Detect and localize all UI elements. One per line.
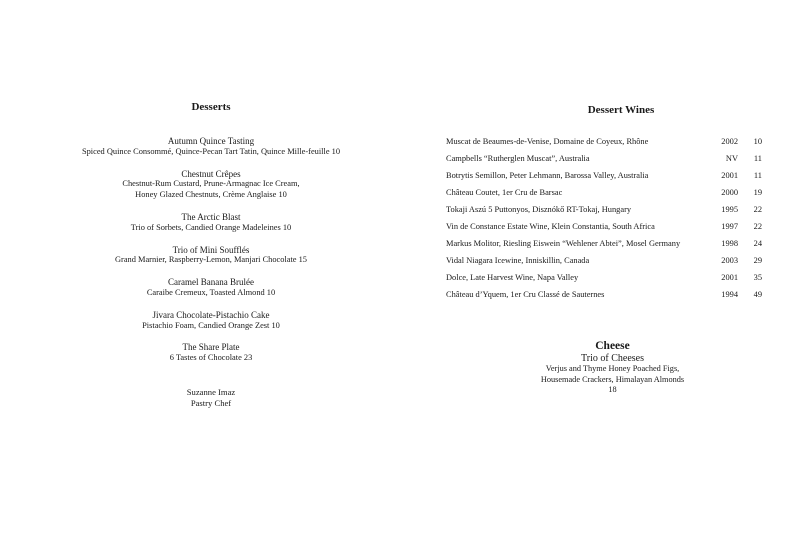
wine-row (446, 188, 776, 205)
wine-row (446, 290, 776, 307)
wine-price: 11 (753, 154, 762, 163)
wine-year: 2001 (721, 171, 738, 180)
cheese-subtitle: Trio of Cheeses (581, 353, 644, 364)
wine-name: Botrytis Semillon, Peter Lehmann, Barossa Valley, Australia (446, 171, 649, 180)
dessert-wines-heading: Dessert Wines (587, 104, 655, 116)
wine-price: 22 (753, 222, 762, 231)
dessert-item (40, 212, 382, 234)
dessert-item (40, 277, 382, 299)
wine-price: 22 (753, 205, 762, 214)
wine-row (446, 137, 776, 154)
wine-name: Muscat de Beaumes-de-Venise, Domaine de Coyeux, Rhône (446, 137, 649, 146)
wine-year: NV (725, 154, 738, 163)
wine-name: Château Coutet, 1er Cru de Barsac (446, 188, 563, 197)
wine-year: 1998 (721, 239, 738, 248)
dessert-description: Pistachio Foam, Candied Orange Zest 10 (142, 320, 280, 330)
cheese-description: Verjus and Thyme Honey Poached Figs, (545, 364, 680, 373)
wine-year: 1994 (721, 290, 738, 299)
wine-name: Château d’Yquem, 1er Cru Classé de Sauternes (446, 290, 605, 299)
cheese-heading: Cheese (595, 340, 630, 352)
dessert-name: Chestnut Crêpes (181, 168, 241, 179)
wine-name: Campbells “Rutherglen Muscat”, Australia (446, 154, 590, 163)
wine-row (446, 171, 776, 188)
wine-year: 1995 (721, 205, 738, 214)
wine-name: Vin de Constance Estate Wine, Klein Constantia, South Africa (446, 222, 655, 231)
wine-name: Vidal Niagara Icewine, Inniskillin, Canada (446, 256, 590, 265)
wine-price: 35 (753, 273, 762, 282)
wine-year: 2003 (721, 256, 738, 265)
desserts-section (40, 100, 382, 409)
chef-title: Pastry Chef (190, 397, 232, 408)
wine-row (446, 239, 776, 256)
wine-list (446, 137, 776, 307)
wine-price: 49 (753, 290, 762, 299)
wine-row (446, 222, 776, 239)
wine-year: 2000 (721, 188, 738, 197)
wine-name: Tokaji Aszú 5 Puttonyos, Disznókő RT-Tokaj, Hungary (446, 205, 632, 214)
wine-price: 29 (753, 256, 762, 265)
wine-row (446, 256, 776, 273)
wine-row (446, 273, 776, 290)
wine-price: 10 (753, 137, 762, 146)
dessert-description: Spiced Quince Consommé, Quince-Pecan Tart Tatin, Quince Mille-feuille 10 (81, 146, 341, 156)
cheese-description: Housemade Crackers, Himalayan Almonds (540, 374, 685, 384)
dessert-item (40, 342, 382, 364)
dessert-item (40, 169, 382, 201)
dessert-name: Trio of Mini Soufflés (172, 244, 250, 255)
wine-row (446, 205, 776, 222)
wine-year: 2001 (721, 273, 738, 282)
wine-year: 1997 (721, 222, 738, 231)
dessert-name: The Arctic Blast (181, 211, 241, 222)
wine-price: 11 (753, 171, 762, 180)
dessert-name: Caramel Banana Brulée (168, 277, 254, 288)
desserts-heading: Desserts (191, 101, 231, 113)
wine-name: Dolce, Late Harvest Wine, Napa Valley (446, 273, 579, 282)
wine-row (446, 154, 776, 171)
dessert-item (40, 136, 382, 158)
chef-credit (40, 387, 382, 409)
dessert-name: The Share Plate (182, 342, 240, 353)
dessert-description: Grand Marnier, Raspberry-Lemon, Manjari Chocolate 15 (115, 255, 307, 265)
dessert-item (40, 245, 382, 267)
dessert-name: Jivara Chocolate-Pistachio Cake (152, 309, 270, 320)
dessert-description: Honey Glazed Chestnuts, Crème Anglaise 10 (135, 190, 287, 200)
dessert-description: Chestnut-Rum Custard, Prune-Armagnac Ice Cream, (122, 179, 300, 189)
wine-year: 2002 (721, 137, 738, 146)
wine-price: 19 (753, 188, 762, 197)
dessert-name: Autumn Quince Tasting (167, 136, 255, 146)
dessert-description: Trio of Sorbets, Candied Orange Madeleines 10 (130, 222, 292, 232)
cheese-price: 18 (608, 385, 617, 394)
dessert-description: Caraibe Cremeux, Toasted Almond 10 (146, 287, 276, 297)
wine-price: 24 (753, 239, 762, 248)
wine-name: Markus Molitor, Riesling Eiswein “Wehlener Abtei”, Mosel Germany (446, 239, 681, 248)
dessert-wines-section (446, 103, 776, 307)
cheese-section (446, 339, 779, 396)
chef-name: Suzanne Imaz (186, 386, 236, 397)
dessert-item (40, 310, 382, 332)
dessert-description: 6 Tastes of Chocolate 23 (169, 353, 253, 363)
